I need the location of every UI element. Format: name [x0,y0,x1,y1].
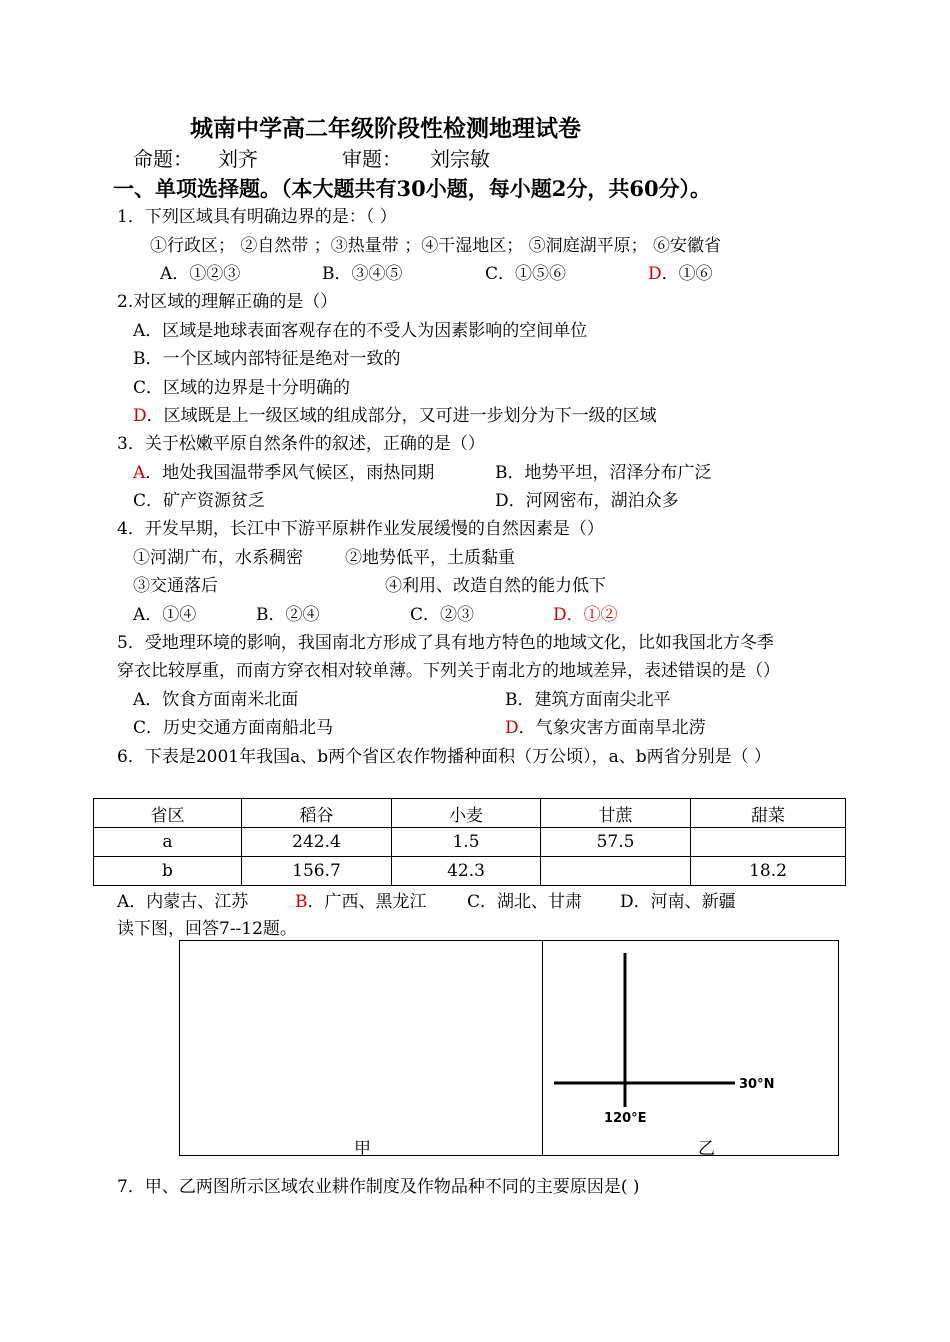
q4-item-4: ④利用、改造自然的能力低下 [385,576,606,596]
coordinate-cross-graphic [543,941,838,1155]
q2-option-a: A．区域是地球表面客观存在的不受人为因素影响的空间单位 [133,321,588,341]
table-header-row [94,799,846,828]
q3-option-c: C．矿产资源贫乏 [133,491,266,511]
table-row [94,828,846,857]
longitude-label: 120°E [604,1111,647,1126]
table-cell: 1.5 [392,828,541,857]
q2-option-b: B．一个区域内部特征是绝对一致的 [133,349,401,369]
q6-option-b [295,891,427,913]
table-cell [541,857,691,886]
figure-label-yi: 乙 [698,1139,715,1159]
q3-option-b: B．地势平坦，沼泽分布广泛 [495,463,712,483]
q4-item-3: ③交通落后 [133,576,218,596]
q1-option-d-text: ．①⑥ [661,264,713,284]
table-cell: 42.3 [392,857,541,886]
table-header-cell: 小麦 [392,799,541,828]
table-header-cell: 甘蔗 [541,799,691,828]
q3-stem: 3．关于松嫩平原自然条件的叙述，正确的是（） [117,434,485,454]
latitude-label: 30°N [739,1077,775,1092]
crop-area-table [93,798,846,886]
q5-option-b: B．建筑方面南尖北平 [505,690,671,710]
reviewer-name: 刘宗敏 [430,147,490,171]
q1-stem: 1．下列区域具有明确边界的是：（ ） [117,207,397,227]
table-cell: 242.4 [242,828,392,857]
table-cell: 156.7 [242,857,392,886]
q7-stem: 7．甲、乙两图所示区域农业耕作制度及作物品种不同的主要原因是( ) [117,1177,640,1197]
table-cell: a [94,828,242,857]
q2-option-c: C．区域的边界是十分明确的 [133,378,351,398]
q2-option-d [133,405,657,427]
table-cell: 57.5 [541,828,691,857]
reviewer-label: 审题： [342,147,402,171]
q6-option-c: C．湖北、甘肃 [467,892,583,912]
q6-stem: 6．下表是2001年我国a、b两个省区农作物播种面积（万公顷），a、b两省分别是（ ） [117,747,772,767]
q3-option-a-text: ．地处我国温带季风气候区，雨热同期 [145,463,435,483]
figure-frame [179,940,839,1159]
table-header-cell: 省区 [94,799,242,828]
q5-stem-line1: 5．受地理环境的影响，我国南北方形成了具有地方特色的地域文化，比如我国北方冬季 [117,633,774,653]
figure-label-jia: 甲 [354,1139,371,1159]
table-cell: b [94,857,242,886]
q6-option-d: D．河南、新疆 [620,892,736,912]
q2-stem: 2.对区域的理解正确的是（） [117,292,338,312]
q5-stem-line2: 穿衣比较厚重，而南方穿衣相对较单薄。下列关于南北方的地域差异，表述错误的是（） [117,661,780,681]
q5-option-a: A．饮食方面南米北面 [133,690,299,710]
q3-option-a [133,462,434,484]
q5-option-d [505,717,706,739]
page-title: 城南中学高二年级阶段性检测地理试卷 [190,115,581,142]
q4-option-a: A．①④ [133,605,197,625]
setter-label: 命题： [133,147,193,171]
figure-intro: 读下图，回答7--12题。 [117,919,297,939]
section-heading: 一、单项选择题。（本大题共有30小题，每小题2分，共60分）。 [113,176,712,201]
q2-answer-letter: D [133,406,147,426]
table-cell [691,828,846,857]
q1-items: ①行政区； ②自然带 ；③热量带 ；④干湿地区； ⑤洞庭湖平原； ⑥安徽省 [150,236,722,256]
q1-option-d [648,263,713,285]
q4-stem: 4．开发早期，长江中下游平原耕作业发展缓慢的自然因素是（） [117,519,604,539]
q1-option-b: B．③④⑤ [322,264,403,284]
q4-option-c: C．②③ [410,605,475,625]
q5-option-d-text: ．气象灾害方面南旱北涝 [518,718,706,738]
q6-option-b-text: ．广西、黑龙江 [307,892,427,912]
q1-option-c: C．①⑤⑥ [485,264,567,284]
q4-item-1: ①河湖广布，水系稠密 [133,548,303,568]
q4-item-2: ②地势低平，土质黏重 [345,548,515,568]
table-row [94,857,846,886]
q4-option-d: D．①② [553,605,618,625]
table-header-cell: 甜菜 [691,799,846,828]
q6-answer-letter: B [295,892,308,912]
q5-option-c: C．历史交通方面南船北马 [133,718,334,738]
table-cell: 18.2 [691,857,846,886]
q4-option-b: B．②④ [256,605,320,625]
q5-answer-letter: D [505,718,519,738]
q1-option-a: A．①②③ [160,264,241,284]
setter-name: 刘齐 [218,147,258,171]
q3-option-d: D．河网密布，湖泊众多 [495,491,679,511]
table-header-cell: 稻谷 [242,799,392,828]
q1-answer-mark: D [648,264,662,284]
q6-option-a: A．内蒙古、江苏 [117,892,249,912]
q2-option-d-text: ．区域既是上一级区域的组成部分，又可进一步划分为下一级的区域 [146,406,657,426]
q3-answer-letter: A [133,463,146,483]
